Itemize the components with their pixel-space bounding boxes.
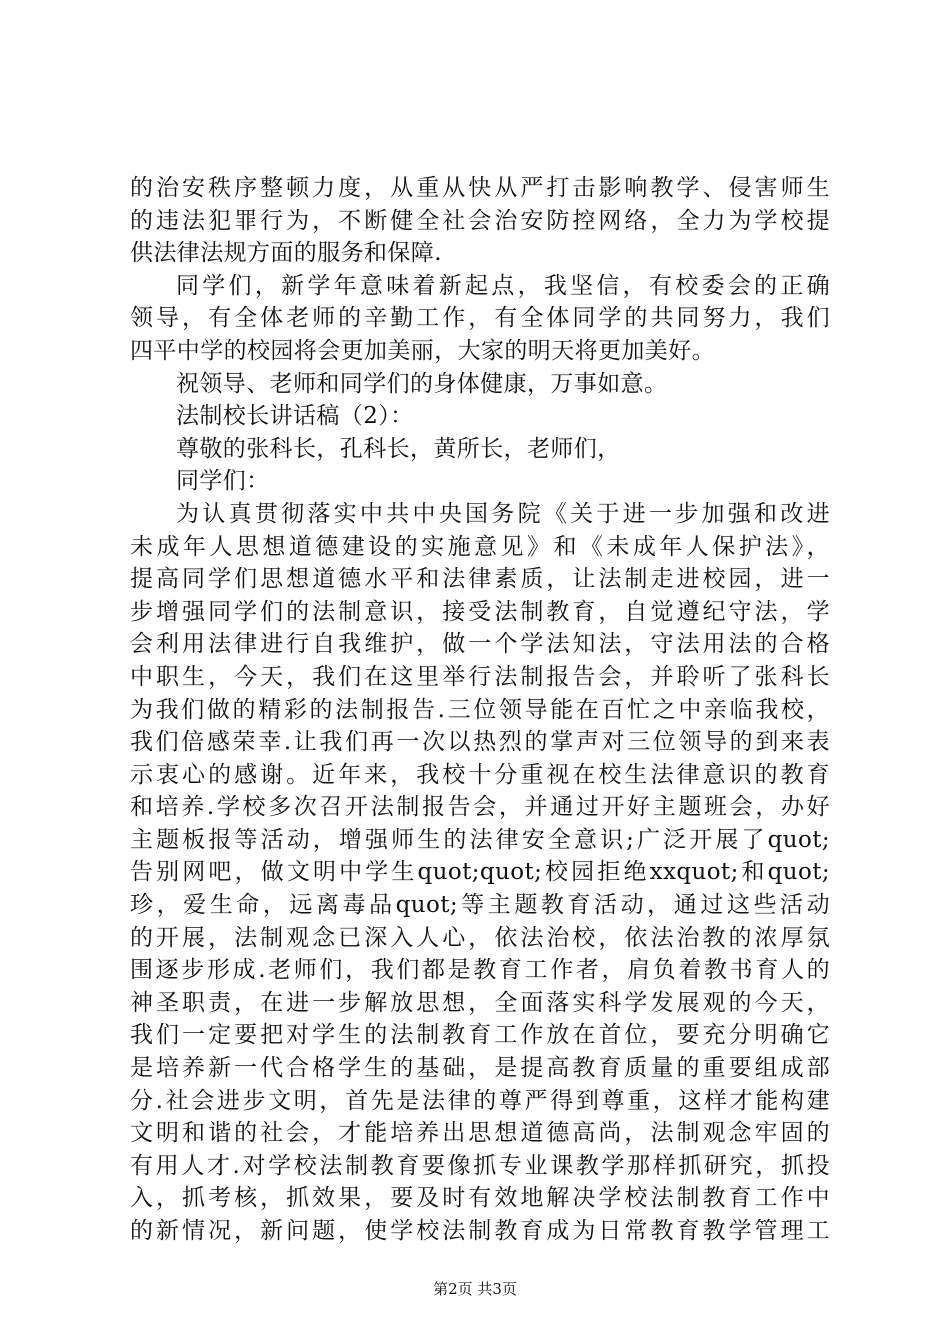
salutation: 尊敬的张科长，孔科长，黄所长，老师们， bbox=[176, 435, 621, 462]
body-text bbox=[130, 172, 830, 1248]
text-line: 主题板报等活动，增强师生的法律安全意识;广泛开展了quot; bbox=[130, 826, 830, 853]
text-line: 是培养新一代合格学生的基础，是提高教育质量的重要组成部 bbox=[130, 1055, 830, 1082]
text-line: 步增强同学们的法制意识，接受法制教育，自觉遵纪守法，学 bbox=[130, 598, 830, 625]
text-line: 珍，爱生命，远离毒品quot;等主题教育活动，通过这些活动 bbox=[130, 892, 830, 919]
text-line: 入，抓考核，抓效果，要及时有效地解决学校法制教育工作中 bbox=[130, 1185, 830, 1212]
text-line: 和培养.学校多次召开法制报告会，并通过开好主题班会，办好 bbox=[130, 794, 830, 821]
page-number-footer: 第2页 共3页 bbox=[433, 1280, 517, 1298]
text-line: 中职生，今天，我们在这里举行法制报告会，并聆听了张科长 bbox=[130, 663, 830, 690]
text-line: 围逐步形成.老师们，我们都是教育工作者，肩负着教书育人的 bbox=[130, 957, 830, 984]
salutation: 同学们： bbox=[176, 468, 270, 495]
text-line: 有用人才.对学校法制教育要像抓专业课教学那样抓研究，抓投 bbox=[130, 1152, 830, 1179]
text-line: 同学们，新学年意味着新起点，我坚信，有校委会的正确 bbox=[176, 272, 830, 299]
text-line: 祝领导、老师和同学们的身体健康，万事如意。 bbox=[176, 370, 668, 397]
text-line: 神圣职责，在进一步解放思想，全面落实科学发展观的今天， bbox=[130, 989, 830, 1016]
text-line: 的违法犯罪行为，不断健全社会治安防控网络，全力为学校提 bbox=[130, 207, 830, 234]
text-line: 示衷心的感谢。近年来，我校十分重视在校生法律意识的教育 bbox=[130, 761, 830, 788]
text-line: 文明和谐的社会，才能培养出思想道德高尚，法制观念牢固的 bbox=[130, 1120, 830, 1147]
text-line: 四平中学的校园将会更加美丽，大家的明天将更加美好。 bbox=[130, 337, 715, 364]
text-line: 我们一定要把对学生的法制教育工作放在首位，要充分明确它 bbox=[130, 1022, 830, 1049]
text-line: 会利用法律进行自我维护，做一个学法知法，守法用法的合格 bbox=[130, 631, 830, 658]
text-line: 的开展，法制观念已深入人心，依法治校，依法治教的浓厚氛 bbox=[130, 924, 830, 951]
text-line: 分.社会进步文明，首先是法律的尊严得到尊重，这样才能构建 bbox=[130, 1087, 830, 1114]
text-line: 领导，有全体老师的辛勤工作，有全体同学的共同努力，我们 bbox=[130, 305, 830, 332]
text-line: 的新情况，新问题，使学校法制教育成为日常教育教学管理工 bbox=[130, 1218, 830, 1244]
text-line: 我们倍感荣幸.让我们再一次以热烈的掌声对三位领导的到来表 bbox=[130, 729, 830, 756]
text-line: 为认真贯彻落实中共中央国务院《关于进一步加强和改进 bbox=[176, 500, 830, 527]
section-heading: 法制校长讲话稿（2）： bbox=[176, 403, 414, 430]
text-line: 提高同学们思想道德水平和法律素质，让法制走进校园，进一 bbox=[130, 566, 830, 593]
text-line: 告别网吧，做文明中学生quot;quot;校园拒绝xxquot;和quot; bbox=[130, 859, 830, 886]
text-line: 未成年人思想道德建设的实施意见》和《未成年人保护法》， bbox=[130, 533, 830, 560]
text-line: 为我们做的精彩的法制报告.三位领导能在百忙之中亲临我校， bbox=[130, 696, 830, 723]
text-line: 供法律法规方面的服务和保障. bbox=[130, 240, 442, 267]
text-line: 的治安秩序整顿力度，从重从快从严打击影响教学、侵害师生 bbox=[130, 175, 830, 201]
